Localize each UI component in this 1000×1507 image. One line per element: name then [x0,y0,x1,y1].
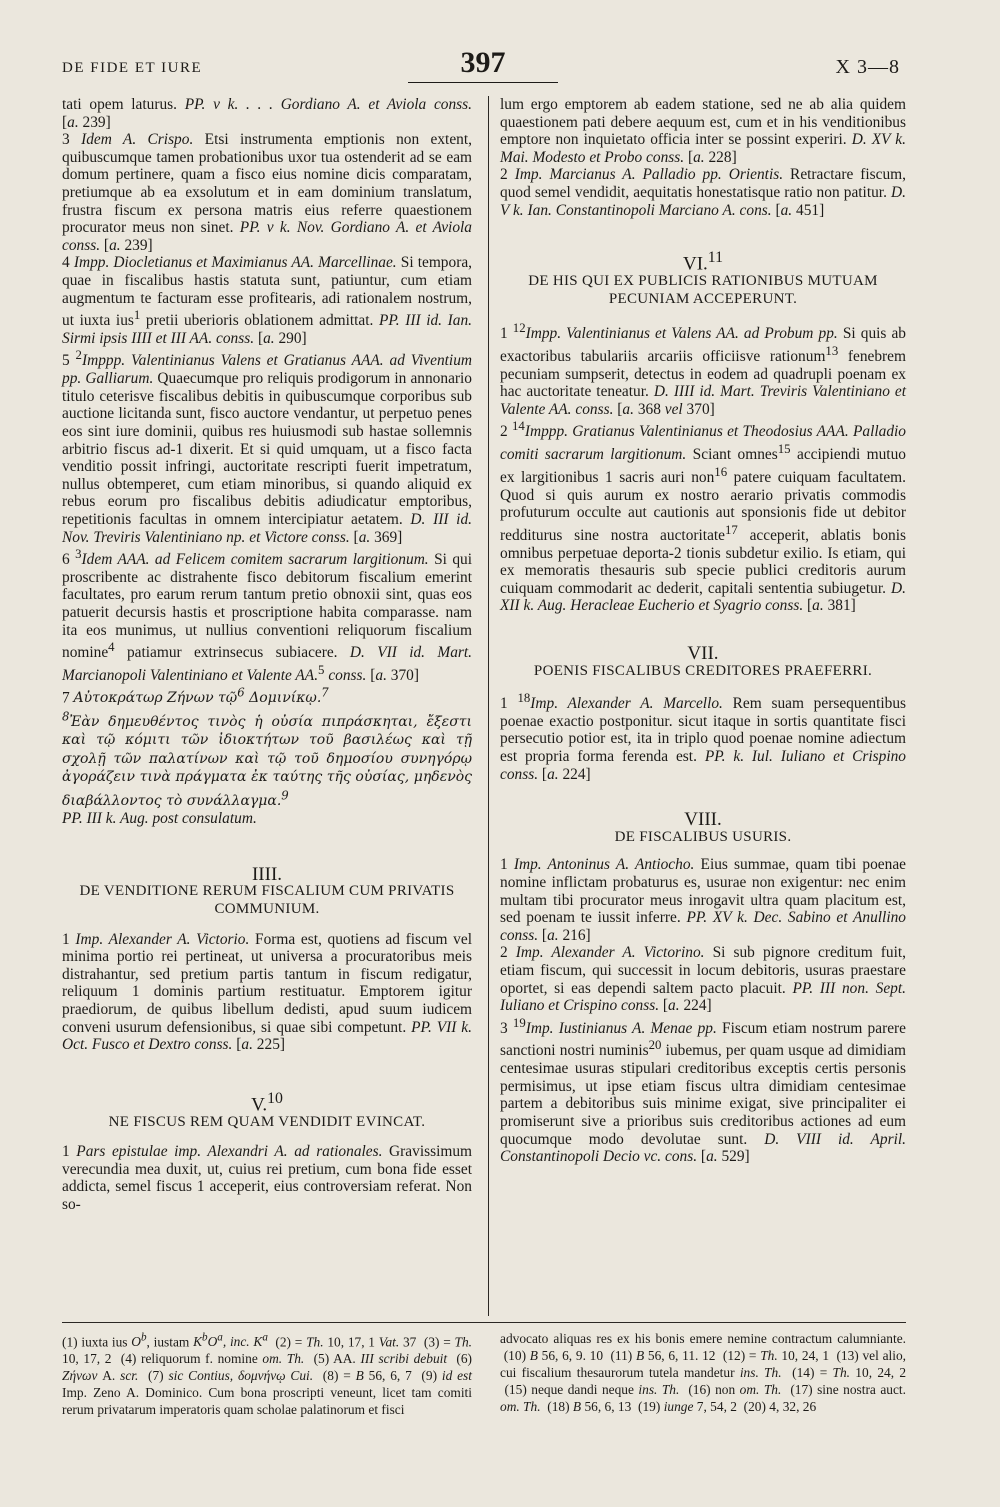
title-heading-7: POENIS FISCALIBUS CREDITORES PRAEFERRI. [533,662,873,679]
title-8-law-2: 2 Imp. Alexander A. Victorino. Si sub pignore creditum fuit, etiam fiscum, qui successit in locum debitoris, usuras praestare oportet, si eas dependi saltem pacto placuit. PP. III non. Sept. Iuliano et Crispino conss. [a. 224] [500,944,907,1015]
title-number-4: IIII. [251,863,283,885]
title-5-law-1-continued: lum ergo emptorem ab eadem statione, sed ne ab alia quidem quaestionem pati debere aequum est, cum et in his venditionibus emptore non inquietato officia inter se possint experiri. D. XV k. Mai. Modesto et Probo conss. [a. 228] [500,96,906,166]
paragraph-continuation: tati opem laturus. PP. v k. . . . Gordiano A. et Aviola conss. [a. 239] [62,96,472,131]
title-6-law-1: 1 $^{12}$Impp. Valentinianus et Valens AA. ad Probum pp. Si quis ab exactoribus tabulariis arcariis officiisve rationum$^{13}$ fenebrem pecuniam sumpserit, detectus in eodem ad quadrupli poenam ex hac auctoritate teneatur. D. IIII id. Mart. Treviris Valentiniano et Valente AA. conss. [a. 368 vel 370] [500,321,907,418]
title-number-6: VI.$^{11}$ [682,249,724,275]
footnotes-right: advocato aliquas res ex his bonis emere nemine contractum calumniante. (10) B 56, 6, 9. 10 (11) B 56, 6, 11. 12 (12) = Th. 10, 24, 1 (13) vel alio, cui fiscalium thesaurorum tutela mandetur ins. Th. (14) = Th. 10, 24, 2 (15) neque dandi neque ins. Th. (16) non om. Th. (17) sine nostra auct. om. Th. (18) B 56, 6, 13 (19) iunge 7, 54, 2 (20) 4, 32, 26 [500,1331,907,1414]
title-8-law-3: 3 $^{19}$Imp. Iustinianus A. Menae pp. Fiscum etiam nostrum parere sanctioni nostri numinis$^{20}$ iubemus, per quam usque ad dimidiam centesimae usuras stipulari creditoribus exceptis certis personis permisimus, ut ipse etiam fiscus ultra dimidiam centesimae partem a debitoribus suis minime exigat, sive principaliter ei promiserunt sive a prioribus suis creditoribus actiones ad eum quocumque modo devolutae sunt. D. VIII id. April. Constantinopoli Decio vc. cons. [a. 529] [500,1015,907,1166]
title-number-5: V.$^{10}$ [251,1089,283,1116]
title-heading-4: DE VENDITIONE RERUM FISCALIUM CUM PRIVATIS COMMUNIUM. [79,883,455,917]
right-column [500,96,906,1166]
title-heading-8: DE FISCALIBUS USURIS. [614,828,792,845]
title-7-law-1: 1 $^{18}$Imp. Alexander A. Marcello. Rem suam persequentibus poenae exactio postponitur. sicut itaque in sortis quantitate fisci persecutio potior est, ita in triplo quod poenae nomine adiectum est propria forma ferenda est. PP. k. Iul. Iuliano et Crispino conss. [a. 224] [500,691,906,783]
page-number: 397 [408,46,558,83]
title-6-law-2: 2 $^{14}$Imppp. Gratianus Valentinianus et Theodosius AAA. Palladio comiti sacrarum largitionum. Sciant omnes$^{15}$ accipiendi mutuo ex largitionibus 1 sacris auri non$^{16}$ patere cuiquam facultatem. Quod si quis aurum ex nostro aerario privatis commodis profuturum occulte aut cautionis aut sponsionis fide ut debitor redditurus sine nostra auctoritate$^{17}$ acceperit, ablatis bonis omnibus perpetuae deporta-2 tionis subdetur exilio. Is etiam, qui ex memoratis thesauris sub specie publici creditoris aurum cuiquam commodarit ac dederit, capitali sententia subiugetur. D. XII k. Aug. Heracleae Eucherio et Syagrio conss. [a. 381] [500,419,906,615]
title-heading-6: DE HIS QUI EX PUBLICIS RATIONIBUS MUTUAM PECUNIAM ACCEPERUNT. [528,273,878,307]
title-number-8: VIII. [684,809,722,831]
law-7-greek-heading: 7 Αὐτοκράτωρ Ζήνων τῷ$^6$ Δομινίκῳ.$^7$ [62,685,329,707]
running-head-right: X 3—8 [835,56,900,78]
title-5-law-1: 1 Pars epistulae imp. Alexandri A. ad rationales. Gravissimum verecundia mea duxit, ut, cuius rei pretium, cum bona fide esset addicta, semel fiscus 1 acceperit, eius controversiam referat. Non so- [62,1143,472,1213]
column-divider [488,96,489,1316]
footnotes-left: (1) iuxta ius $O^b$, iustam $K^bO^a$, inc. $K^a$ (2) = Th. 10, 17, 1 Vat. 37 (3) = Th. 10, 17, 2 (4) reliquorum f. nomine om. Th. (5) AA. III scribi debuit (6) Ζήνων A. scr. (7) sic Contius, δομνήνῳ Cui. (8) = B 56, 6, 7 (9) id est Imp. Zeno A. Dominico. Cum bona proscripti veneunt, licet tam comiti rerum privatarum imperatoris quam scholae palatinorum et fisci [62,1332,473,1418]
law-6-felicem: 6 $^3$Idem AAA. ad Felicem comitem sacrarum largitionum. Si qui proscribente ac distrahente fisco debitorum fiscalium emerint facultates, pro earum rerum tantum pretio obnoxii sint, quas eos patuerit decursis hastis et proscriptione habita comparasse. nam ita eos munimus, ut nullius conventioni reliquorum fiscalium nomine$^4$ patiamur extrinsecus subiacere. D. VII id. Mart. Marcianopoli Valentiniano et Valente AA.$^5$ conss. [a. 370] [62,547,473,685]
title-4-law-1: 1 Imp. Alexander A. Victorio. Forma est, quotiens ad fiscum vel minima portio rei pertineat, ut universa a procuratoribus meis distrahantur, sed pretium partis tantum in fiscum redigatur, reliquum 1 dominis partium restituatur. Emptorem igitur praediorum, de quibus libellum dedisti, apud suum iudicem conveni usurum defensionibus, si quae sibi competunt. PP. VII k. Oct. Fusco et Dextro conss. [a. 225] [62,930,472,1054]
law-3-crispo: 3 Idem A. Crispo. Etsi instrumenta emptionis non extent, quibuscumque tamen probationibus uxor tua ostenderit ad se eam domum pertinere, quam a fisco eius nomine dicis comparatam, pretiumque ab ea exsolutum et in eam dominium translatum, frustra fiscum ex persona matris eius referre quaestionem procurator meus non sinet. PP. v k. Nov. Gordiano A. et Aviola conss. [a. 239] [62,131,472,254]
footnote-rule [62,1322,906,1323]
law-4-marcellinae: 4 Impp. Diocletianus et Maximianus AA. Marcellinae. Si tempora, quae in fiscalibus hastis statuta sunt, patiuntur, cum etiam augmentum te facturam esse profitearis, adi rationalem nostrum, ut iuxta ius$^1$ pretii uberioris oblationem admittat. PP. III id. Ian. Sirmi ipsis IIII et III AA. conss. [a. 290] [62,254,472,347]
title-8-law-1: 1 Imp. Antoninus A. Antiocho. Eius summae, quam tibi poenae nomine inflictam probaturus es, usurae non exigentur: nec enim multam tibi procurator meus inrogavit ultra quam placitum est, sed poenam te iussit inferre. PP. XV k. Dec. Sabino et Anullino conss. [a. 216] [500,856,906,944]
title-5-law-2: 2 Imp. Marcianus A. Palladio pp. Orientis. Retractare fiscum, quod semel vendidit, aequitatis honestatisque ratio non patitur. D. V k. Ian. Constantinopoli Marciano A. cons. [a. 451] [500,166,907,219]
law-7-subscription: PP. III k. Aug. post consulatum. [62,810,257,828]
law-5-viventium: 5 $^2$Imppp. Valentinianus Valens et Gratianus AAA. ad Viventium pp. Galliarum. Quaecumque pro reliquis prodigorum in annonario titulo ceterisve fiscalibus debitis in quibuscumque corporibus sub auctione licitanda sunt, fisco auctore vendantur, ut perpetuo penes eos sint iure dominii, quibus res huiusmodi sub hastae sollemnis arbitrio fiscus ad-1 dixerit. Et si quid umquam, ut a fisco facta venditio possit infringi, auctoritate rescripti fuerit impetratum, nullus obtemperet, cum etiam minoribus, si quando aliquid ex rebus eorum pro fiscalibus debitis adiudicatur emptoribus, repetitionis facultas in omnem intercipiatur aetatem. D. III id. Nov. Treviris Valentiniano np. et Victore conss. [a. 369] [62,348,472,546]
title-number-7: VII. [687,642,719,664]
left-column [62,96,472,1214]
title-heading-5: NE FISCUS REM QUAM VENDIDIT EVINCAT. [108,1113,426,1130]
law-7-greek-text: $^8$Ἐὰν δημευθέντος τινὸς ἡ οὐσία πιπράσκηται, ἔξεστι καὶ τῷ κόμιτι τῶν ἰδιοκτήτων τοῦ βασιλέως καὶ τῇ σχολῇ τῶν παλατίνων καὶ τῷ τοῦ δημοσίου συνηγόρῳ ἀγοράζειν τινὰ πράγματα ἐκ ταύτης τῆς οὐσίας, μηδενὸς διαβάλλοντος τὸ συνάλλαγμα.$^9$ [62,708,472,809]
running-head-left: DE FIDE ET IURE [62,60,203,76]
